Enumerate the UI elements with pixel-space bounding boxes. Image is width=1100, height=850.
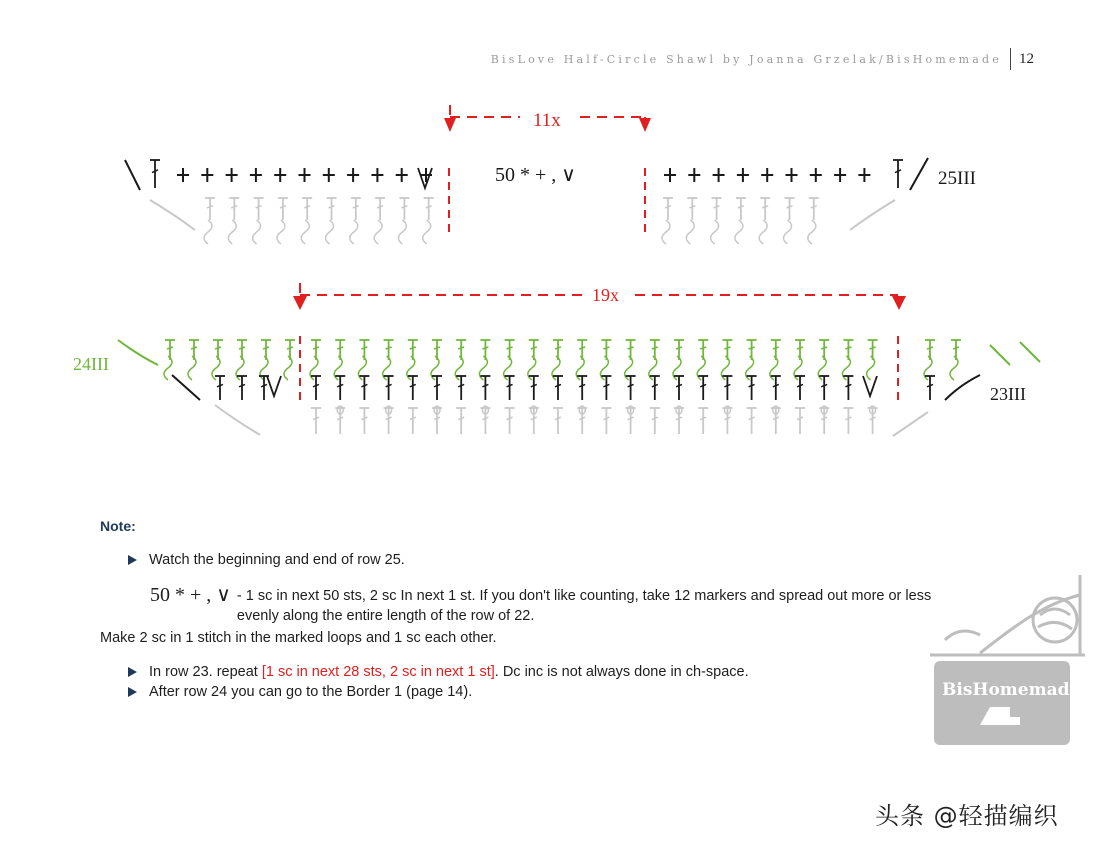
row-24-label: 24III (73, 354, 109, 374)
row-24-stitches (118, 340, 1040, 380)
arrow-down-icon (293, 296, 307, 310)
notes-section (100, 518, 1020, 702)
note-make-line: Make 2 sc in 1 stitch in the marked loops and 1 sc each other. (100, 630, 497, 646)
symbol-description (237, 582, 931, 626)
note-text: After row 24 you can go to the Border 1 (page 14). (149, 684, 473, 700)
symbol-explanation (150, 582, 1020, 626)
increase-stitch-icon (267, 376, 281, 396)
row-23-label: 23III (990, 384, 1026, 404)
chain-loop-icon (711, 220, 719, 244)
stitch-symbol: 50 * + , ∨ (150, 584, 231, 606)
header-title: BisLove Half-Circle Shawl by Joanna Grzelak/BisHomemade (490, 52, 1002, 66)
chain-loop-icon (277, 220, 285, 244)
chain-loop-icon (784, 220, 792, 244)
note-bullet (128, 550, 1020, 570)
chain-loop-icon (398, 220, 406, 244)
chain-loop-icon (301, 220, 309, 244)
chain-loop-icon (350, 220, 358, 244)
symbol-description-line2: evenly along the entire length of the row of 22. (236, 608, 535, 624)
chain-loop-icon (284, 356, 292, 380)
chain-loop-icon (808, 220, 816, 244)
chain-loop-icon (686, 220, 694, 244)
arrow-down-icon (639, 118, 651, 132)
note-text-pre: In row 23. repeat (149, 664, 262, 680)
chain-loop-icon (326, 220, 334, 244)
arrow-down-icon (444, 118, 456, 132)
row-25-center-symbol: 50 * + , ∨ (495, 164, 576, 186)
bishomemade-logo (920, 575, 1100, 755)
note-bullet (128, 662, 1020, 682)
chain-loop-icon (662, 220, 670, 244)
notes-title: Note: (100, 518, 136, 534)
row-22-stitches (215, 405, 928, 436)
repeat-count-bottom: 19x (592, 285, 619, 305)
bullet-triangle-icon (128, 687, 137, 697)
chain-loop-icon (423, 220, 431, 244)
bullet-triangle-icon (128, 667, 137, 677)
chain-loop-icon (204, 220, 212, 244)
chain-loop-icon (164, 356, 172, 380)
note-text-repeat: [1 sc in next 28 sts, 2 sc in next 1 st] (261, 664, 495, 680)
chain-loop-icon (188, 356, 196, 380)
note-text (149, 662, 749, 682)
chain-loop-icon (228, 220, 236, 244)
page-number: 12 (1019, 50, 1034, 67)
bullet-triangle-icon (128, 555, 137, 565)
row-23-stitches (172, 375, 980, 400)
chain-loop-icon (867, 356, 875, 380)
chain-loop-icon (374, 220, 382, 244)
chain-loop-icon (950, 356, 958, 380)
note-text-post: . Dc inc is not always done in ch-space. (494, 664, 749, 680)
note-bullet (128, 682, 1020, 702)
logo-text: BisHomemade (942, 680, 1081, 700)
repeat-count-top: 11x (533, 110, 561, 131)
watermark: 头条 @轻描编织 (875, 802, 1059, 830)
chain-loop-icon (759, 220, 767, 244)
chain-loop-icon (735, 220, 743, 244)
symbol-description-line1: - 1 sc in next 50 sts, 2 sc In next 1 st. If you don't like counting, take 12 markers and spread out more or less (236, 588, 932, 604)
note-text: Watch the beginning and end of row 25. (149, 552, 405, 568)
chain-loop-icon (253, 220, 261, 244)
row-25-label: 25III (938, 168, 976, 189)
arrow-down-icon (892, 296, 906, 310)
